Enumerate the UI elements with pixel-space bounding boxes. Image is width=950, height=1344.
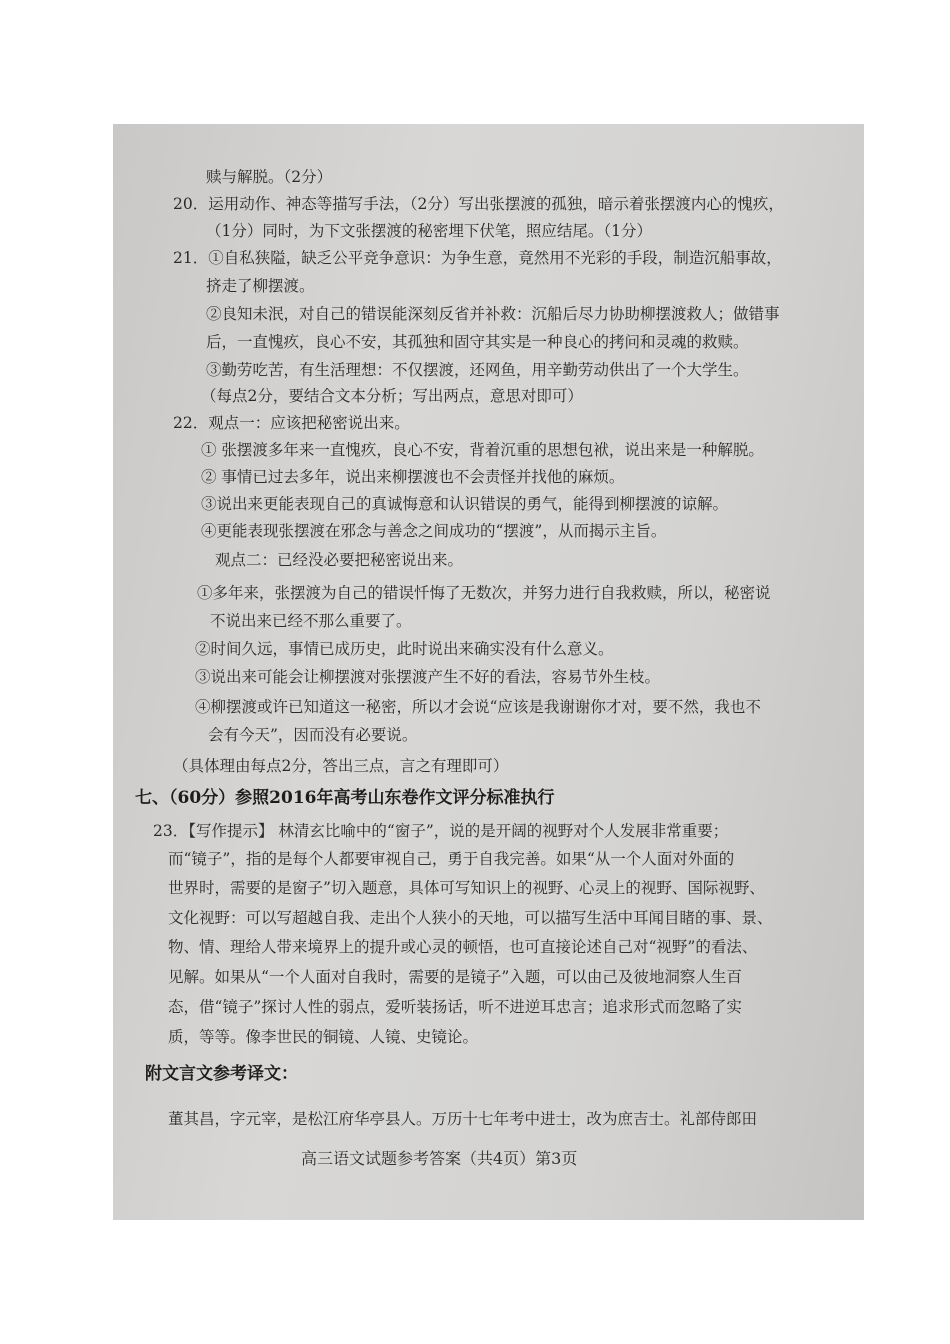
text-line: ④柳摆渡或许已知道这一秘密，所以才会说“应该是我谢谢你才对，要不然，我也不 (195, 698, 761, 716)
text-line: ③勤劳吃苦，有生活理想：不仅摆渡，还网鱼，用辛勤劳动供出了一个大学生。 (206, 361, 749, 379)
text-line: 赎与解脱。（2分） (206, 168, 333, 186)
text-line: 而“镜子”，指的是每个人都要审视自己，勇于自我完善。如果“从一个人面对外面的 (168, 850, 735, 868)
text-line: 23．【写作提示】 林清玄比喻中的“窗子”，说的是开阔的视野对个人发展非常重要； (153, 822, 729, 840)
text-line: 观点二：已经没必要把秘密说出来。 (215, 551, 464, 569)
text-line: （具体理由每点2分，答出三点，言之有理即可） (173, 757, 509, 775)
text-line: 文化视野：可以写超越自我、走出个人狭小的天地，可以描写生活中耳闻目睹的事、景、 (168, 909, 773, 927)
text-line: 后，一直愧疚，良心不安，其孤独和固守其实是一种良心的拷问和灵魂的救赎。 (206, 333, 749, 351)
text-line: 董其昌，字元宰，是松江府华亭县人。万历十七年考中进士，改为庶吉士。礼部侍郎田 (168, 1110, 758, 1128)
text-line: 质，等等。像李世民的铜镜、人镜、史镜论。 (168, 1028, 479, 1046)
text-line: 物、情、理给人带来境界上的提升或心灵的顿悟，也可直接论述自己对“视野”的看法、 (168, 938, 758, 956)
text-line: 态，借“镜子”探讨人性的弱点，爱听装扬话，听不进逆耳忠言；追求形式而忽略了实 (168, 998, 742, 1016)
text-line: 挤走了柳摆渡。 (206, 277, 315, 295)
section-heading: 附文言文参考译文： (145, 1064, 298, 1084)
text-line: 22．观点一：应该把秘密说出来。 (173, 414, 410, 432)
text-line: ① 张摆渡多年来一直愧疚，良心不安，背着沉重的思想包袱，说出来是一种解脱。 (201, 441, 764, 459)
text-line: 不说出来已经不那么重要了。 (210, 612, 412, 630)
text-line: ② 事情已过去多年，说出来柳摆渡也不会责怪并找他的麻烦。 (201, 468, 625, 486)
page-footer: 高三语文试题参考答案（共4页）第3页 (301, 1149, 578, 1168)
text-line: ①多年来，张摆渡为自己的错误忏悔了无数次，并努力进行自我救赎，所以，秘密说 (197, 584, 771, 602)
text-line: ③说出来可能会让柳摆渡对张摆渡产生不好的看法，容易节外生枝。 (195, 668, 661, 686)
text-line: ②时间久远，事情已成历史，此时说出来确实没有什么意义。 (195, 640, 614, 658)
text-line: （每点2分，要结合文本分析；写出两点，意思对即可） (201, 387, 583, 405)
text-line: 21．①自私狭隘，缺乏公平竞争意识：为争生意，竟然用不光彩的手段，制造沉船事故， (173, 249, 782, 267)
text-line: 见解。如果从“一个人面对自我时，需要的是镜子”入题，可以由己及彼地洞察人生百 (168, 968, 742, 986)
text-line: 会有今天”，因而没有必要说。 (208, 726, 418, 744)
text-line: ②良知未泯，对自己的错误能深刻反省并补救：沉船后尽力协助柳摆渡救人；做错事 (206, 305, 780, 323)
text-line: 20．运用动作、神态等描写手法，（2分）写出张摆渡的孤独，暗示着张摆渡内心的愧疚， (173, 195, 784, 213)
text-line: ④更能表现张摆渡在邪念与善念之间成功的“摆渡”，从而揭示主旨。 (201, 522, 667, 540)
text-line: 世界时，需要的是窗子”切入题意，具体可写知识上的视野、心灵上的视野、国际视野、 (168, 879, 765, 897)
text-line: ③说出来更能表现自己的真诚悔意和认识错误的勇气，能得到柳摆渡的谅解。 (201, 495, 729, 513)
text-line: （1分）同时，为下文张摆渡的秘密埋下伏笔，照应结尾。（1分） (206, 222, 652, 240)
scanned-page-photo (113, 124, 864, 1220)
section-heading: 七、（60分）参照2016年高考山东卷作文评分标准执行 (135, 788, 555, 808)
